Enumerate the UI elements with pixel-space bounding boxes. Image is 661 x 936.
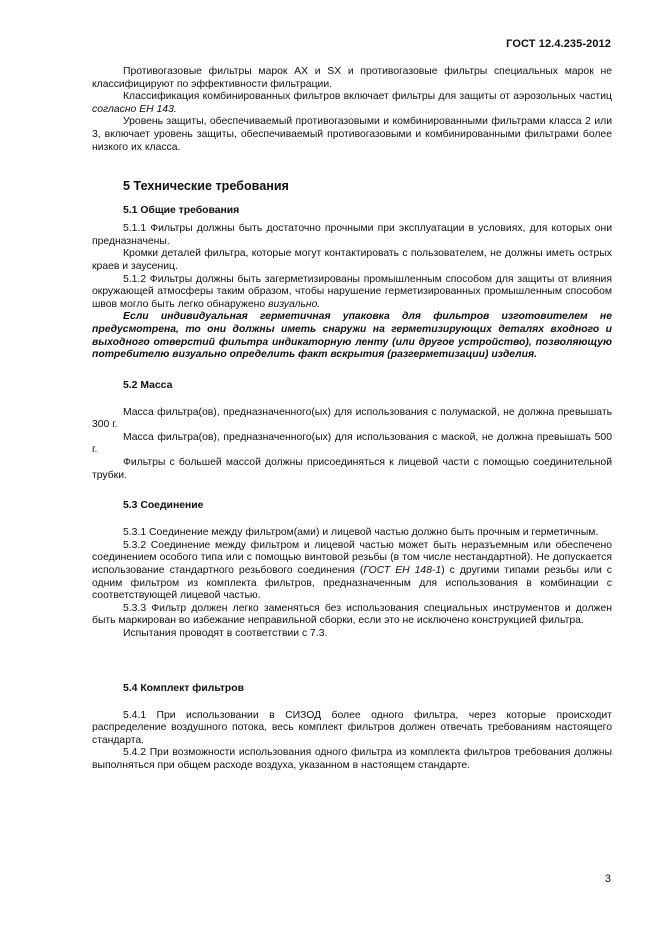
clause-5-3-2-text-a: 5.3.2 Соединение между фильтром и лицевой частью может быть неразъемным или обеспечено соединением особого типа или с помощью винтовой резьбы (в том числе нестандартной). Не допускается использование стандартного резьбового соединения ( xyxy=(92,539,612,577)
intro-paragraph-2 xyxy=(92,91,612,116)
mass-half-mask: Масса фильтра(ов), предназначенного(ых) для использования с полумаской, не должна превышать 300 г. xyxy=(92,406,612,431)
clause-5-4-2: 5.4.2 При возможности использования одного фильтра из комплекта фильтров требования должны выполняться при общем расходе воздуха, указанном в настоящем стандарте. xyxy=(92,747,612,771)
document-body xyxy=(92,66,612,773)
section-5-2-title: 5.2 Масса xyxy=(123,379,173,391)
clause-5-3-3: 5.3.3 Фильтр должен легко заменяться без использования специальных инструментов и должен быть маркирован во избежание неправильной сборки, если это не исключено конструкцией фильтра. xyxy=(92,602,612,627)
clause-5-3-tests: Испытания проводят в соответствии с 7.3. xyxy=(123,628,328,639)
clause-5-3-2-reference: ГОСТ ЕН 148-1 xyxy=(363,565,442,577)
intro-paragraph-2-text: Классификация комбинированных фильтров включает фильтры для защиты от аэрозольных частиц xyxy=(123,91,612,103)
section-5-1-title: 5.1 Общие требования xyxy=(123,205,240,217)
section-5-4-title: 5.4 Комплект фильтров xyxy=(123,682,244,694)
section-5-3-title: 5.3 Соединение xyxy=(123,500,204,512)
intro-paragraph-3: Уровень защиты, обеспечиваемый противогазовыми и комбинированными фильтрами класса 2 или 3, включает уровень защиты, обеспечиваемый противогазовыми и комбинированными фильтрами более низкого их класса. xyxy=(92,116,612,153)
intro-paragraph-2-reference: согласно ЕН 143. xyxy=(92,103,177,115)
clause-5-1-2 xyxy=(92,274,612,312)
clause-5-1-1-edges: Кромки деталей фильтра, которые могут контактировать с пользователем, не должны иметь острых краев и заусениц. xyxy=(92,248,612,272)
clause-5-1-2-visual: визуально. xyxy=(268,298,321,310)
clause-5-4-1: 5.4.1 При использовании в СИЗОД более одного фильтра, через которые происходит распределение воздушного потока, весь комплект фильтров должен отвечать требованиям настоящего стандарта. xyxy=(92,709,612,746)
document-code-header: ГОСТ 12.4.235-2012 xyxy=(506,38,611,50)
clause-5-1-2-packaging: Если индивидуальная герметичная упаковка для фильтров изготовителем не предусмотрена, то они должны иметь снаружи на герметизирующих деталях входного и выходного отверстий фильтра индикаторную ленту (или другое устройство), позволяющую потребителю визуально определить факт вскрытия (разгерметизации) изделия. xyxy=(92,311,612,361)
clause-5-1-1: 5.1.1 Фильтры должны быть достаточно прочными при эксплуатации в условиях, для которых они предназначены. xyxy=(92,223,612,247)
clause-5-3-1: 5.3.1 Соединение между фильтром(ами) и лицевой частью должно быть прочным и герметичным. xyxy=(123,527,599,539)
clause-5-1-2-text: 5.1.2 Фильтры должны быть загерметизированы промышленным способом для защиты от влияния окружающей атмосферы таким образом, чтобы нарушение герметизированных промышленным способом швов могло быть легко обнаружено xyxy=(92,273,612,310)
page-number: 3 xyxy=(604,873,611,885)
mass-connecting-tube: Фильтры с большей массой должны присоединяться к лицевой части с помощью соединительной трубки. xyxy=(92,457,612,481)
intro-paragraph-1: Противогазовые фильтры марок АХ и SX и противогазовые фильтры специальных марок не классифицируют по эффективности фильтрации. xyxy=(92,66,612,90)
section-5-title: 5 Технические требования xyxy=(123,179,289,194)
mass-full-mask: Масса фильтра(ов), предназначенного(ых) для использования с маской, не должна превышать 500 г. xyxy=(92,431,612,456)
clause-5-3-2-text-b: ) с другими типами резьбы или с одним фильтром из комплекта фильтров, предназначенным для использования в комбинации с соответствующей лицевой частью. xyxy=(92,565,612,602)
clause-5-3-2 xyxy=(92,540,612,603)
